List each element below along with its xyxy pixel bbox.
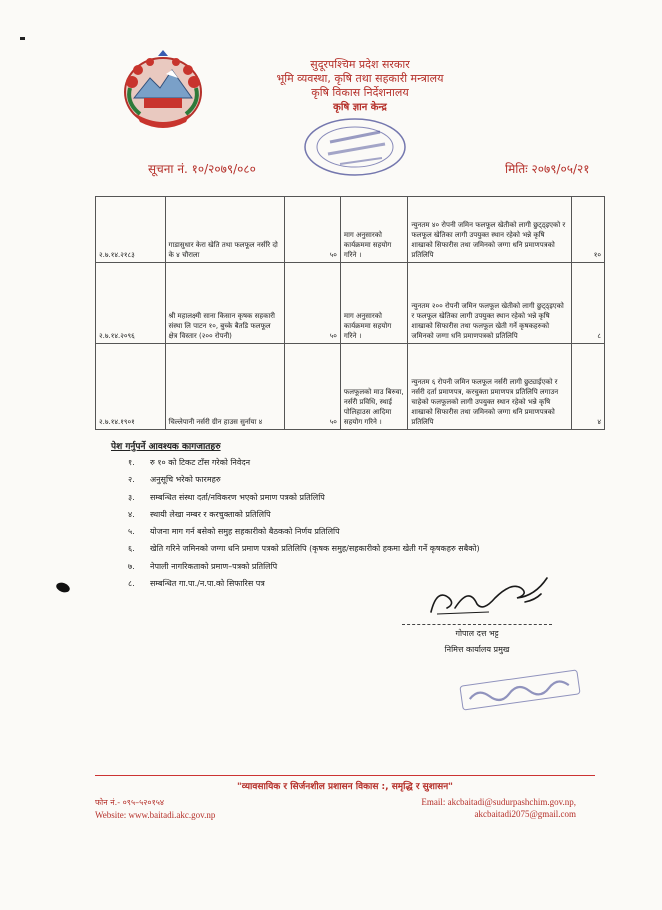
table-row (96, 263, 605, 344)
condition: माग अनुसारको कार्यक्रममा सहयोग गरिने । (340, 197, 408, 263)
condition: माग अनुसारको कार्यक्रममा सहयोग गरिने । (340, 263, 408, 344)
footer-website[interactable]: Website: www.baitadi.akc.gov.np (95, 810, 216, 820)
eligibility: न्युनतम ४० रोपनी जमिन फलफूल खेतीको लागी छुट्ठ्इएको र फलफूल खेतिका लागी उपयुक्त स्थान रहेको भन्ने कृषि शाखाको सिफारीस तथा जमिनको जग्गा धनि प्रमाणपत्रको प्रतिलिपि (408, 197, 571, 263)
item-number: ८. (128, 579, 135, 589)
program-name: चिल्लेपानी नर्सरी ग्रीन हाउस सुर्नाया ४ (165, 344, 285, 430)
eligibility: न्युनतम २०० रोपनी जमिन फलफूल खेतीको लागी छुट्ठ्इएको र फलफूल खेतिका लागी उपयुक्त स्थान रहेको भन्ने कृषि शाखाको सिफारीस तथा फलफूल खेती गर्ने कृषकहरुको जमिनको जग्गा धनि प्रमाणपत्रको प्रतिलिपि (408, 263, 571, 344)
amount: ५० (285, 263, 340, 344)
item-number: २. (128, 475, 135, 485)
condition: फलफूलको माउ बिरुवा, नर्सरी प्रविधि, स्थाई पोलिहाउस आदिमा सहयोग गरिने । (340, 344, 408, 430)
serial-number: ८ (571, 263, 604, 344)
item-text: अनुसूचि भरेको फारमहरु (150, 475, 221, 485)
list-item (128, 506, 480, 523)
budget-code: २.७.१४.१९०१ (96, 344, 166, 430)
program-name: श्री महालक्ष्मी साना किसान कृषक सहकारी संस्था लि पाटन १०, बुच्के बैतडि फलफूल क्षेत्र विस्तार (२०० रोपनी) (165, 263, 285, 344)
item-number: ६. (128, 544, 135, 554)
scan-mark (20, 37, 25, 40)
item-number: ४. (128, 509, 135, 519)
footer-phone: फोन नं.- ०९५–५२०१५४ (95, 798, 165, 807)
item-text: स्थायी लेखा नम्बर र करचुक्ताको प्रतिलिपि (150, 509, 271, 519)
directorate-name: कृषि विकास निर्देशनालय (311, 86, 409, 99)
item-number: ७. (128, 561, 135, 571)
item-number: ३. (128, 492, 135, 502)
office-name: कृषि ज्ञान केन्द्र (333, 102, 387, 113)
eligibility: न्युनतम ६ रोपनी जमिन फलफूल नर्सरी लागी छुट्याईएको र नर्सरी दर्ता प्रमाणपत्र, करचुक्ता प्रमाणपत्र प्रतिलिपि लगाउन चाहेको फलफूलको लागी उपयुक्त स्थान रहेको भन्ने कृषि शाखाको सिफारीस तथा जमिनको जग्गा धनि प्रमाणपत्रको प्रतिलिपि (408, 344, 571, 430)
list-item (128, 454, 480, 471)
budget-code: २.७.१४.२०९६ (96, 263, 166, 344)
table-row (96, 344, 605, 430)
program-name: गाडासुधार केरा खेति तथा फलफूल नर्सरि दो के ४ चौराला (165, 197, 285, 263)
table-row (96, 197, 605, 263)
item-text: रु १० को टिकट टाँस गरेको निवेदन (150, 458, 251, 467)
item-number: ५. (128, 527, 135, 537)
item-number: १. (128, 458, 135, 467)
footer-email[interactable]: Email: akcbaitadi@sudurpashchim.gov.np, (421, 797, 576, 807)
program-table (95, 196, 605, 430)
serial-number: १० (571, 197, 604, 263)
item-text: सम्बन्धित संस्था दर्ता/नविकरण भएको प्रमाण पत्रको प्रतिलिपि (150, 492, 325, 502)
signature-line (402, 624, 552, 625)
item-text: योजना माग गर्न बसेको समुह सहकारीको बैठकको निर्णय प्रतिलिपि (150, 527, 340, 537)
footer-email-secondary[interactable]: akcbaitadi2075@gmail.com (474, 809, 576, 819)
nepal-emblem-icon (120, 48, 206, 130)
list-item (128, 489, 480, 506)
list-item (128, 471, 480, 488)
amount: ५० (285, 344, 340, 430)
documents-heading: पेश गर्नुपर्ने आवश्यक कागजातहरु (111, 442, 221, 452)
signature-icon (425, 568, 555, 618)
item-text: नेपाली नागरिकताको प्रमाण–पत्रको प्रतिलिपि (150, 561, 278, 571)
ministry-name: भूमि व्यवस्था, कृषि तथा सहकारी मन्त्रालय (276, 72, 444, 85)
signatory-name: गोपाल दत्त भट्ट (455, 629, 499, 638)
budget-code: २.७.१४.२१८३ (96, 197, 166, 263)
government-name: सुदूरपश्चिम प्रदेश सरकार (310, 58, 410, 71)
notice-number: सूचना नं. १०/२०७९/०८० (148, 162, 256, 176)
item-text: सम्बन्धित गा.पा./न.पा.को सिफारिस पत्र (150, 579, 265, 589)
ink-blot (55, 581, 71, 594)
footer-slogan: "व्यावसायिक र सिर्जनशील प्रशासन विकास :, समृद्धि र सुशासन" (237, 782, 453, 792)
designation-stamp-icon (455, 668, 585, 713)
list-item (128, 540, 480, 557)
signatory-title: निमित्त कार्यालय प्रमुख (444, 645, 510, 654)
office-stamp-icon (300, 112, 410, 182)
list-item (128, 523, 480, 540)
amount: ५० (285, 197, 340, 263)
serial-number: ४ (571, 344, 604, 430)
footer-divider (95, 775, 595, 776)
item-text: खेति गरिने जमिनको जग्गा धनि प्रमाण पत्रको प्रतिलिपि (कृषक समुह/सहकारीको हकमा खेती गर्ने कृषकहरु सबैको) (150, 544, 480, 554)
notice-date: मितिः २०७९/०५/२१ (505, 162, 590, 176)
